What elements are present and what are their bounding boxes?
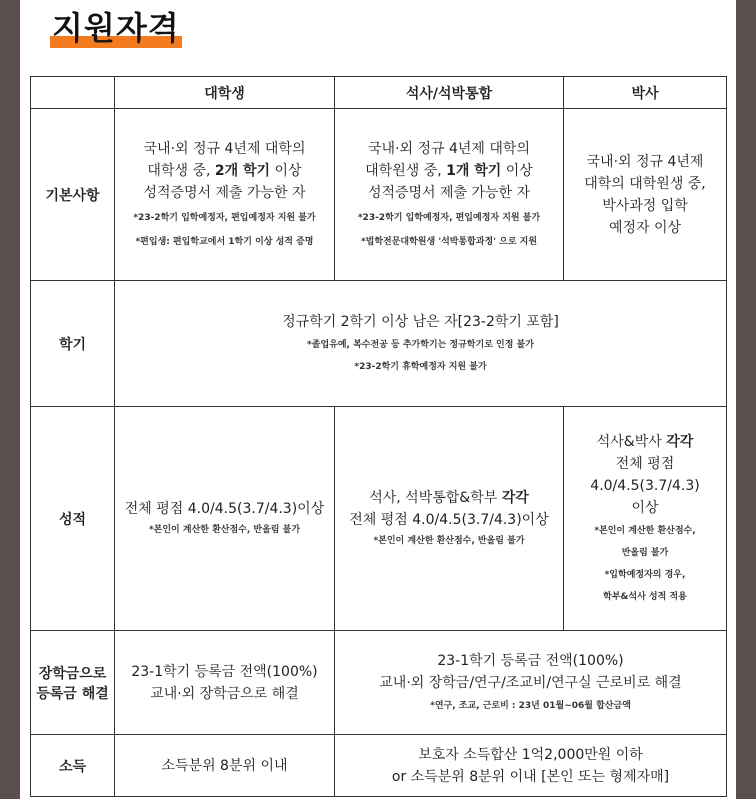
grade-undergrad-main: 전체 평점 4.0/4.5(3.7/4.3)이상 bbox=[124, 500, 325, 517]
basic-master-note2: *법학전문대학원생 '석박통합과정' 으로 지원 bbox=[360, 236, 538, 247]
row-semester bbox=[31, 281, 727, 407]
header-master: 석사/석박통합 bbox=[335, 77, 564, 109]
header-phd: 박사 bbox=[564, 77, 727, 109]
grade-master-line2: 전체 평점 4.0/4.5(3.7/4.3)이상 bbox=[349, 511, 549, 528]
grade-undergrad-cell bbox=[115, 407, 335, 631]
grade-phd-line3: 4.0/4.5(3.7/4.3) bbox=[590, 477, 700, 494]
basic-undergrad-line3: 성적증명서 제출 가능한 자 bbox=[143, 184, 306, 201]
grade-master-note: *본인이 계산한 환산점수, 반올림 불가 bbox=[373, 535, 525, 546]
semester-cell bbox=[115, 281, 727, 407]
row-label-grade: 성적 bbox=[31, 407, 115, 631]
income-grad-line1: 보호자 소득합산 1억2,000만원 이하 bbox=[418, 746, 643, 763]
row-label-tuition bbox=[31, 631, 115, 735]
basic-undergrad-cell bbox=[115, 109, 335, 281]
semester-note2: *23-2학기 휴학예정자 지원 불가 bbox=[354, 361, 487, 372]
semester-main: 정규학기 2학기 이상 남은 자[23-2학기 포함] bbox=[282, 313, 559, 330]
grade-undergrad-note: *본인이 계산한 환산점수, 반올림 불가 bbox=[148, 524, 301, 535]
basic-undergrad-note1: *23-2학기 입학예정자, 편입예정자 지원 불가 bbox=[133, 212, 316, 223]
grade-phd-note3: *입학예정자의 경우, bbox=[604, 569, 686, 580]
row-label-semester: 학기 bbox=[31, 281, 115, 407]
grade-master-line1: 석사, 석박통합&학부 각각 bbox=[369, 489, 529, 506]
income-grad-line2: or 소득분위 8분위 이내 [본인 또는 형제자매] bbox=[391, 768, 670, 785]
basic-phd-cell bbox=[564, 109, 727, 281]
grade-master-cell bbox=[335, 407, 564, 631]
grade-phd-line2: 전체 평점 bbox=[615, 455, 675, 472]
tuition-grad-note: *연구, 조교, 근로비 : 23년 01월~06월 합산금액 bbox=[430, 700, 631, 711]
basic-master-line1: 국내·외 정규 4년제 대학의 bbox=[368, 140, 530, 157]
grade-phd-line1: 석사&박사 각각 bbox=[596, 433, 694, 450]
row-basic bbox=[31, 109, 727, 281]
grade-phd-note1: *본인이 계산한 환산점수, bbox=[594, 525, 696, 536]
grade-phd-note2: 반올림 불가 bbox=[621, 547, 669, 558]
basic-master-note1: *23-2학기 입학예정자, 편입예정자 지원 불가 bbox=[357, 212, 541, 223]
tuition-grad-line1: 23-1학기 등록금 전액(100%) bbox=[437, 652, 624, 669]
basic-phd-line2: 대학의 대학원생 중, bbox=[584, 175, 706, 192]
tuition-undergrad-cell bbox=[115, 631, 335, 735]
tuition-grad-line2: 교내·외 장학금/연구/조교비/연구실 근로비로 해결 bbox=[379, 674, 682, 691]
header-empty-cell bbox=[31, 77, 115, 109]
row-income bbox=[31, 735, 727, 797]
income-grad-cell bbox=[335, 735, 727, 797]
header-undergrad: 대학생 bbox=[115, 77, 335, 109]
tuition-undergrad-line1: 23-1학기 등록금 전액(100%) bbox=[131, 663, 318, 680]
income-undergrad-text: 소득분위 8분위 이내 bbox=[161, 757, 288, 774]
basic-master-cell bbox=[335, 109, 564, 281]
row-label-tuition-line2: 등록금 해결 bbox=[36, 685, 109, 702]
row-label-income: 소득 bbox=[31, 735, 115, 797]
basic-undergrad-line1: 국내·외 정규 4년제 대학의 bbox=[143, 140, 306, 157]
semester-note1: *졸업유예, 복수전공 등 추가학기는 정규학기로 인정 불가 bbox=[307, 339, 534, 350]
page-title: 지원자격 bbox=[52, 9, 180, 47]
row-label-basic: 기본사항 bbox=[31, 109, 115, 281]
basic-undergrad-note2: *편입생: 편입학교에서 1학기 이상 성적 증명 bbox=[135, 236, 314, 247]
basic-phd-line3: 박사과정 입학 bbox=[602, 197, 688, 214]
basic-phd-line1: 국내·외 정규 4년제 bbox=[586, 153, 704, 170]
basic-phd-line4: 예정자 이상 bbox=[608, 219, 682, 236]
grade-phd-note4: 학부&석사 성적 적용 bbox=[603, 591, 687, 602]
grade-phd-cell bbox=[564, 407, 727, 631]
title-block bbox=[52, 8, 180, 48]
basic-master-line2: 대학원생 중, 1개 학기 이상 bbox=[365, 162, 533, 179]
tuition-undergrad-line2: 교내·외 장학금으로 해결 bbox=[150, 685, 299, 702]
row-label-tuition-line1: 장학금으로 bbox=[38, 665, 107, 682]
income-undergrad-cell bbox=[115, 735, 335, 797]
basic-master-line3: 성적증명서 제출 가능한 자 bbox=[367, 184, 531, 201]
row-grade bbox=[31, 407, 727, 631]
eligibility-table bbox=[30, 76, 727, 797]
header-row bbox=[31, 77, 727, 109]
grade-phd-line4: 이상 bbox=[631, 499, 659, 516]
tuition-grad-cell bbox=[335, 631, 727, 735]
basic-undergrad-line2: 대학생 중, 2개 학기 이상 bbox=[147, 162, 302, 179]
page bbox=[20, 0, 736, 799]
row-tuition bbox=[31, 631, 727, 735]
